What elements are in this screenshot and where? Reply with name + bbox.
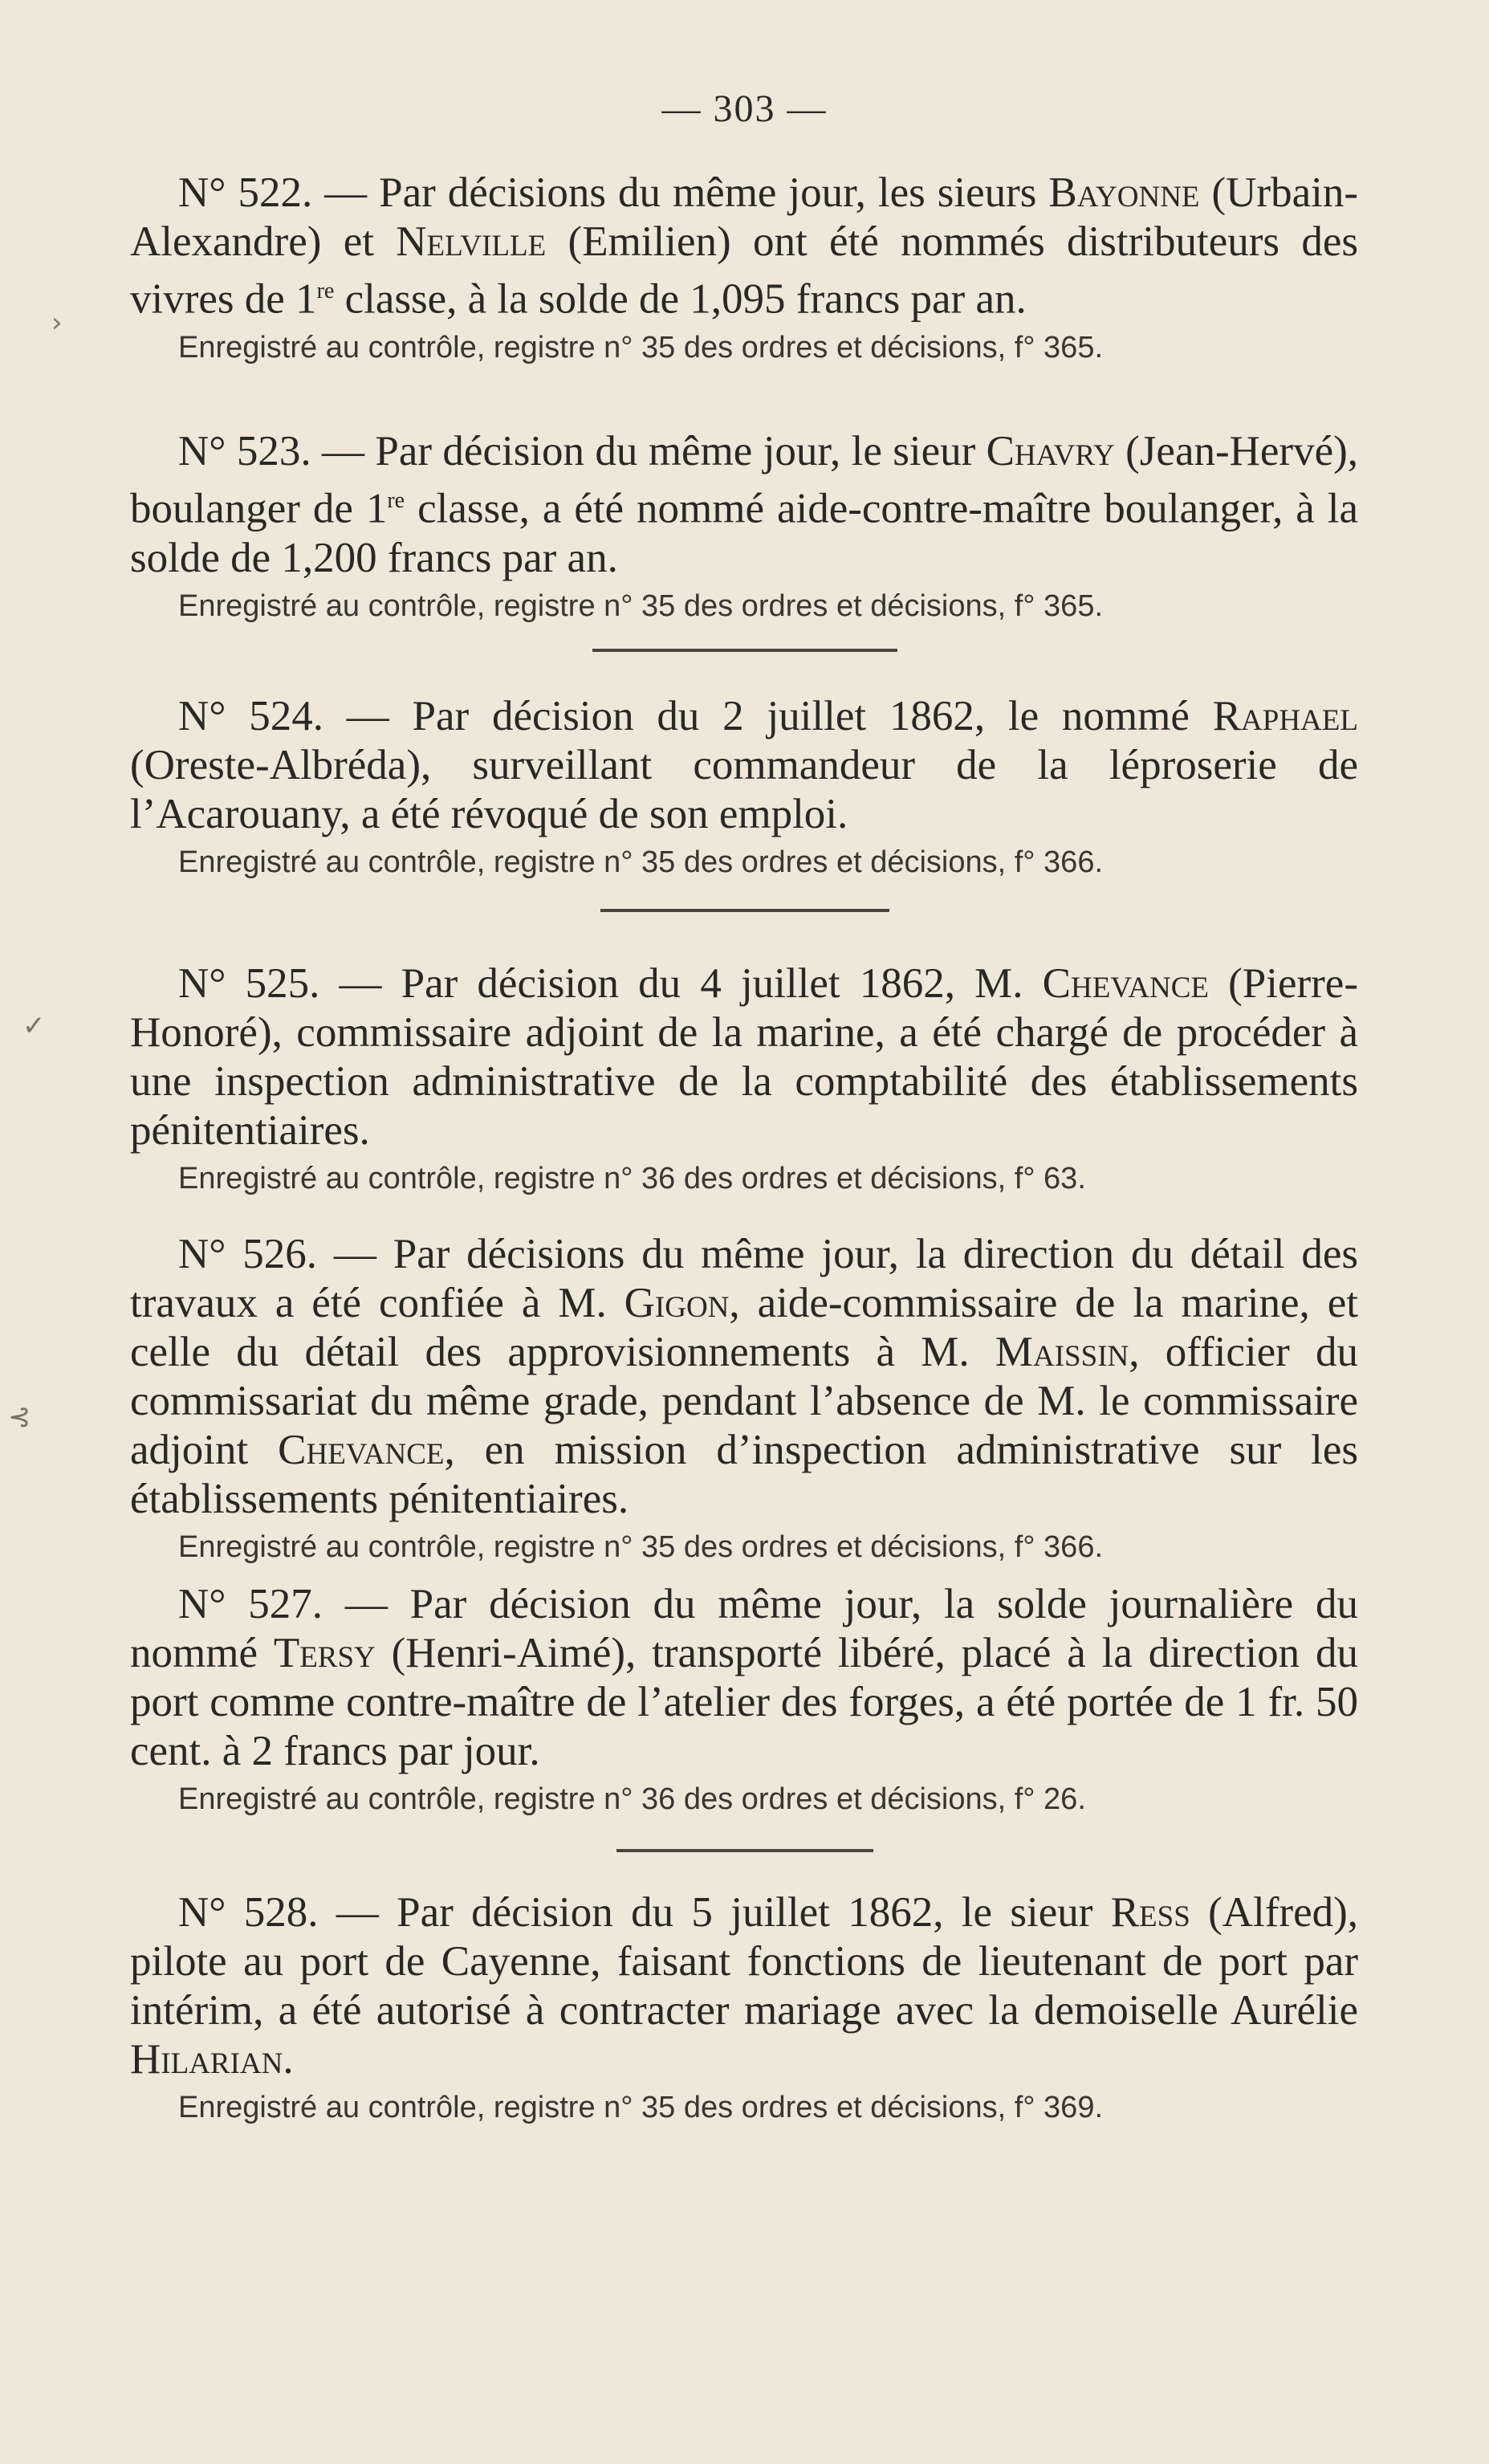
separator-rule [616, 1849, 873, 1852]
entry-526 [130, 1230, 1358, 1570]
entry-body: N° 525. — Par décision du 4 juillet 1862, M. Chevance (Pierre-Honoré), commissaire adjoint de la marine, a été chargé de procéder à une inspection administrative de la comptabilité des établissements pénitentiaires. [130, 960, 1358, 1154]
registration-line: Enregistré au contrôle, registre n° 35 des ordres et décisions, f° 369. [178, 2091, 1104, 2124]
entry-body: N° 524. — Par décision du 2 juillet 1862, le nommé Raphael (Oreste-Albréda), surveillant commandeur de la léproserie de l’Acarouany, a été révoqué de son emploi. [130, 693, 1358, 837]
entry-body: N° 526. — Par décisions du même jour, la direction du détail des travaux a été confiée à M. Gigon, aide-commissaire de la marine, et celle du détail des approvisionnements à M. Maissin, officier du commissariat du même grade, pendant l’absence de M. le commissaire adjoint Chevance, en mission d’inspection administrative sur les établissements pénitentiaires. [130, 1231, 1359, 1522]
registration-line: Enregistré au contrôle, registre n° 35 des ordres et décisions, f° 366. [178, 845, 1104, 879]
entry-524 [130, 692, 1358, 886]
registration-line: Enregistré au contrôle, registre n° 35 des ordres et décisions, f° 366. [178, 1530, 1104, 1564]
registration-line: Enregistré au contrôle, registre n° 35 des ordres et décisions, f° 365. [178, 589, 1104, 623]
margin-mark: › [51, 307, 63, 339]
entry-522 [130, 169, 1358, 371]
entry-body: N° 522. — Par décisions du même jour, les sieurs Bayonne (Urbain-Alexandre) et Nelville (Emilien) ont été nommés distributeurs des vivres de 1re classe, à la solde de 1,095 francs par an. [130, 169, 1358, 323]
registration-line: Enregistré au contrôle, registre n° 35 des ordres et décisions, f° 365. [178, 330, 1104, 365]
entry-body: N° 527. — Par décision du même jour, la solde journalière du nommé Tersy (Henri-Aimé), transporté libéré, placé à la direction du port comme contre-maître de l’atelier des forges, a été portée de 1 fr. 50 cent. à 2 francs par jour. [130, 1581, 1358, 1774]
entry-body: N° 528. — Par décision du 5 juillet 1862, le sieur Ress (Alfred), pilote au port de Cayenne, faisant fonctions de lieutenant de port par intérim, a été autorisé à contracter mariage avec la demoiselle Aurélie Hilarian. [130, 1889, 1358, 2083]
separator-rule [592, 649, 897, 652]
registration-line: Enregistré au contrôle, registre n° 36 des ordres et décisions, f° 26. [178, 1782, 1086, 1816]
entry-523 [130, 427, 1358, 629]
page-number: — 303 — [661, 88, 828, 130]
separator-rule [600, 909, 889, 912]
margin-mark: ⊰ [8, 1401, 31, 1433]
entry-528 [130, 1888, 1358, 2131]
margin-mark: ✓ [22, 1010, 46, 1042]
entry-body: N° 523. — Par décision du même jour, le sieur Chavry (Jean-Hervé), boulanger de 1re classe, a été nommé aide-contre-maître boulanger, à la solde de 1,200 francs par an. [130, 428, 1358, 581]
registration-line: Enregistré au contrôle, registre n° 36 des ordres et décisions, f° 63. [178, 1162, 1086, 1195]
entry-525 [130, 959, 1358, 1202]
entry-527 [130, 1580, 1358, 1823]
